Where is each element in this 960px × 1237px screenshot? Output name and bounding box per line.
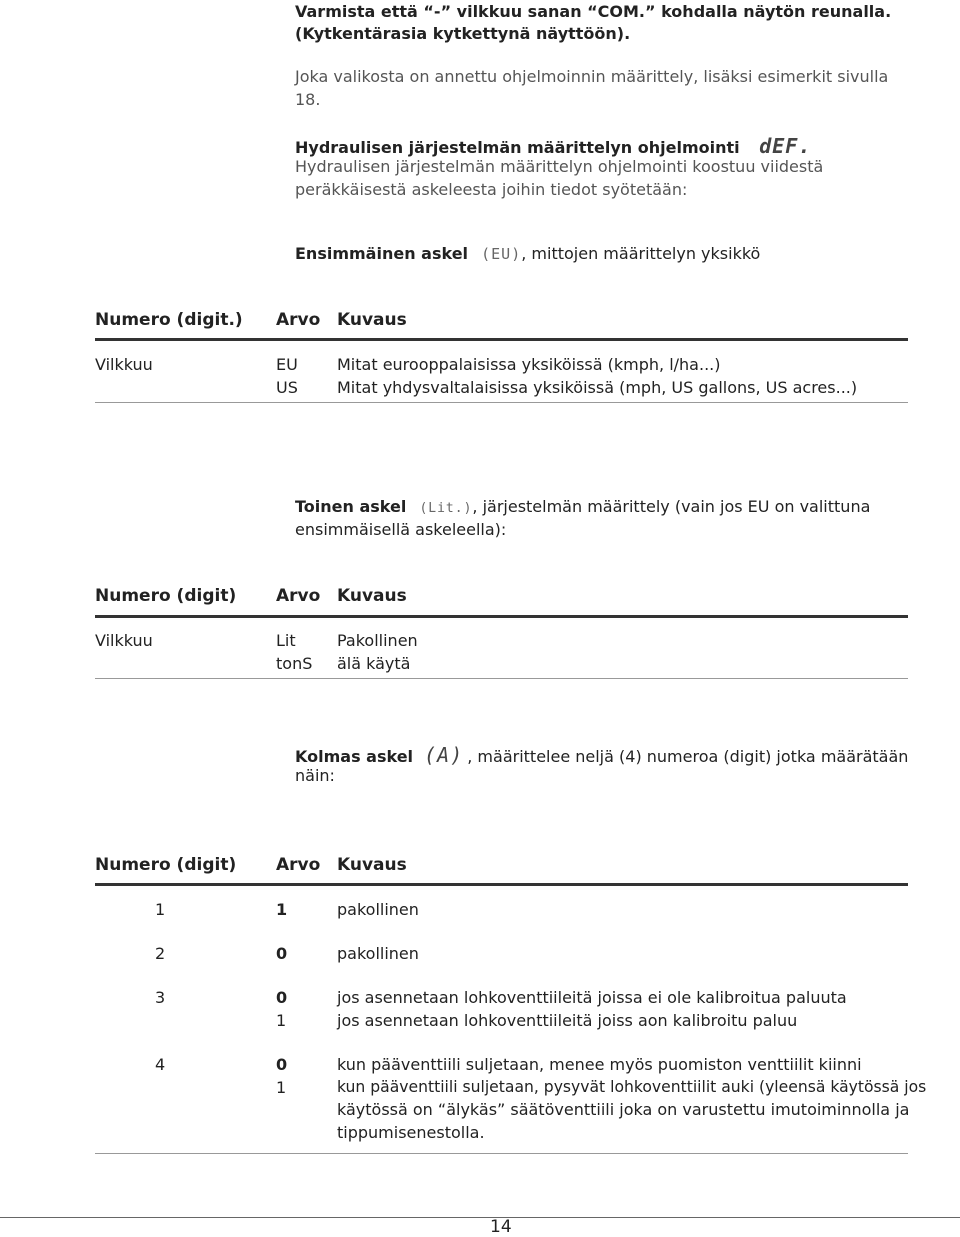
table2-row2-desc: älä käytä: [337, 654, 411, 673]
section-title: [295, 134, 811, 158]
table2-header-rule: [95, 615, 908, 618]
table3-bottom-rule: [95, 1153, 908, 1154]
step2-text: , järjestelmän määrittely (vain jos EU on valittuna: [472, 497, 871, 516]
lcd-lit-display: (Lit.): [419, 501, 473, 516]
table1-row1-desc: Mitat eurooppalaisissa yksiköissä (kmph, l/ha...): [337, 355, 721, 374]
table2-row2-value: tonS: [276, 654, 313, 673]
table3-header-desc: Kuvaus: [337, 855, 407, 875]
table3-row7-desc: käytössä on “älykäs” säätöventtiili joka on varustettu imutoiminnolla ja: [337, 1100, 910, 1119]
step1-text: , mittojen määrittelyn yksikkö: [521, 244, 761, 263]
step1-heading: [295, 244, 760, 263]
table1-row2-value: US: [276, 378, 298, 397]
table2-row1-desc: Pakollinen: [337, 631, 418, 650]
page-number: 14: [490, 1217, 512, 1237]
table1-header-digit: Numero (digit.): [95, 310, 243, 330]
table1-state-label: Vilkkuu: [95, 355, 153, 374]
step2-label: Toinen askel: [295, 497, 407, 516]
table3-row6-desc: kun pääventtiili suljetaan, pysyvät lohkoventtiilit auki (yleensä käytössä jos: [337, 1078, 927, 1096]
intro-text-line1: Joka valikosta on annettu ohjelmoinnin määrittely, lisäksi esimerkit sivulla: [295, 67, 889, 86]
table3-row2-value: 0: [276, 944, 288, 963]
table1-header-value: Arvo: [276, 310, 321, 330]
table3-row3-desc: jos asennetaan lohkoventtiileitä joissa ei ole kalibroitua paluuta: [337, 988, 847, 1007]
table1-header-desc: Kuvaus: [337, 310, 407, 330]
table2-header-value: Arvo: [276, 586, 321, 606]
lcd-def-display: dEF.: [759, 134, 812, 158]
table3-row2-digit: 2: [155, 944, 166, 963]
lcd-eu-display: (EU): [481, 245, 522, 263]
table3-row4-value: 1: [276, 1011, 287, 1030]
lcd-a-display: (A): [424, 743, 464, 767]
table3-row5-value: 0: [276, 1055, 288, 1074]
table3-row3-value: 0: [276, 988, 288, 1007]
table3-row1-digit: 1: [155, 900, 166, 919]
table3-row5-digit: 4: [155, 1055, 166, 1074]
table2-header-digit: Numero (digit): [95, 586, 237, 606]
table3-row1-value: 1: [276, 900, 288, 919]
table3-row4-desc: jos asennetaan lohkoventtiileitä joiss aon kalibroitu paluu: [337, 1011, 798, 1030]
table2-state-label: Vilkkuu: [95, 631, 153, 650]
section-title-text: Hydraulisen järjestelmän määrittelyn ohjelmointi: [295, 138, 740, 157]
table2-header-desc: Kuvaus: [337, 586, 407, 606]
table3-row5-desc: kun pääventtiili suljetaan, menee myös puomiston venttiilit kiinni: [337, 1055, 862, 1074]
intro-warning-line1: Varmista että “-” vilkkuu sanan “COM.” kohdalla näytön reunalla.: [295, 2, 892, 21]
step3-heading: [295, 743, 908, 767]
table3-row1-desc: pakollinen: [337, 900, 419, 919]
step2-text-line2: ensimmäisellä askeleella):: [295, 520, 507, 539]
table3-header-value: Arvo: [276, 855, 321, 875]
intro-text-line2: 18.: [295, 90, 321, 109]
step3-label: Kolmas askel: [295, 747, 414, 766]
table2-row1-value: Lit: [276, 631, 296, 650]
step2-heading: [295, 497, 870, 516]
table3-row2-desc: pakollinen: [337, 944, 419, 963]
table1-header-rule: [95, 338, 908, 341]
section-body-line2: peräkkäisestä askeleesta joihin tiedot syötetään:: [295, 180, 688, 199]
step1-label: Ensimmäinen askel: [295, 244, 469, 263]
table1-row1-value: EU: [276, 355, 298, 374]
step3-text: , määrittelee neljä (4) numeroa (digit) jotka määrätään: [467, 747, 909, 766]
step3-text-line2: näin:: [295, 766, 335, 785]
table1-row2-desc: Mitat yhdysvaltalaisissa yksiköissä (mph, US gallons, US acres...): [337, 378, 858, 397]
section-body-line1: Hydraulisen järjestelmän määrittelyn ohjelmointi koostuu viidestä: [295, 157, 824, 176]
table3-row8-desc: tippumisenestolla.: [337, 1123, 485, 1142]
table3-header-rule: [95, 883, 908, 886]
table3-row6-value: 1: [276, 1078, 287, 1097]
page-footer-rule: [0, 1217, 960, 1218]
table2-bottom-rule: [95, 678, 908, 679]
table1-bottom-rule: [95, 402, 908, 403]
table3-header-digit: Numero (digit): [95, 855, 237, 875]
intro-warning-line2: (Kytkentärasia kytkettynä näyttöön).: [295, 24, 631, 43]
table3-row3-digit: 3: [155, 988, 166, 1007]
